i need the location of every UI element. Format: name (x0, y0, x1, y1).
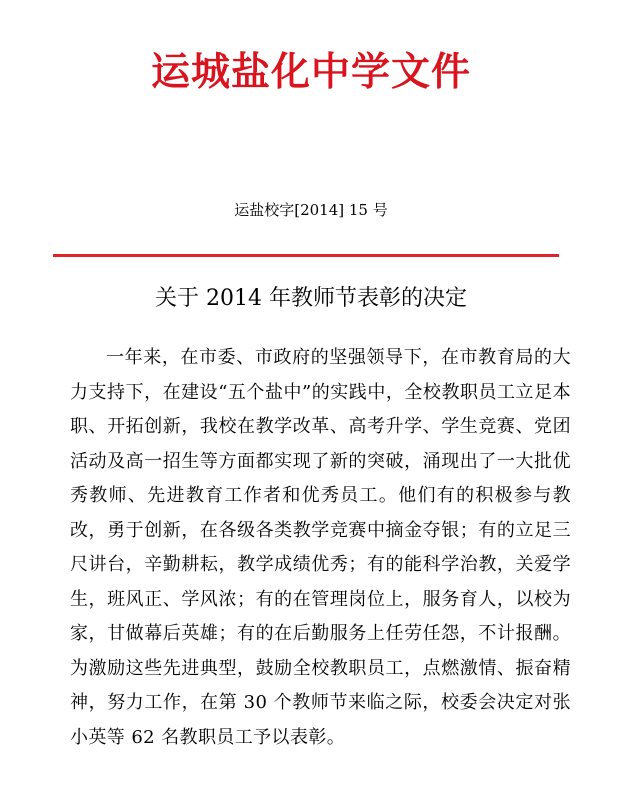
header-divider (53, 254, 559, 257)
document-header-title: 运城盐化中学文件 (150, 49, 471, 95)
document-number: 运盐校字[2014] 15 号 (234, 201, 388, 219)
document-title: 关于 2014 年教师节表彰的决定 (155, 286, 467, 311)
body-paragraph: 一年来，在市委、市政府的坚强领导下，在市教育局的大力支持下，在建设“五个盐中”的实践中，全校教职员工立足本职、开拓创新，我校在教学改革、高考升学、学生竞赛、党团活动及高一招生等方面都实现了新的突破，涌现出了一大批优秀教师、先进教育工作者和优秀员工。他们有的积极参与教改，勇于创新，在各级各类教学竞赛中摘金夺银；有的立足三尺讲台，辛勤耕耘，教学成绩优秀；有的能科学治教，关爱学生，班风正、学风浓；有的在管理岗位上，服务育人，以校为家，甘做幕后英雄；有的在后勤服务上任劳任怨，不计报酬。为激励这些先进典型，鼓励全校教职员工，点燃激情、振奋精神，努力工作，在第 30 个教师节来临之际，校委会决定对张小英等 62 名教职员工予以表彰。 (70, 347, 571, 748)
